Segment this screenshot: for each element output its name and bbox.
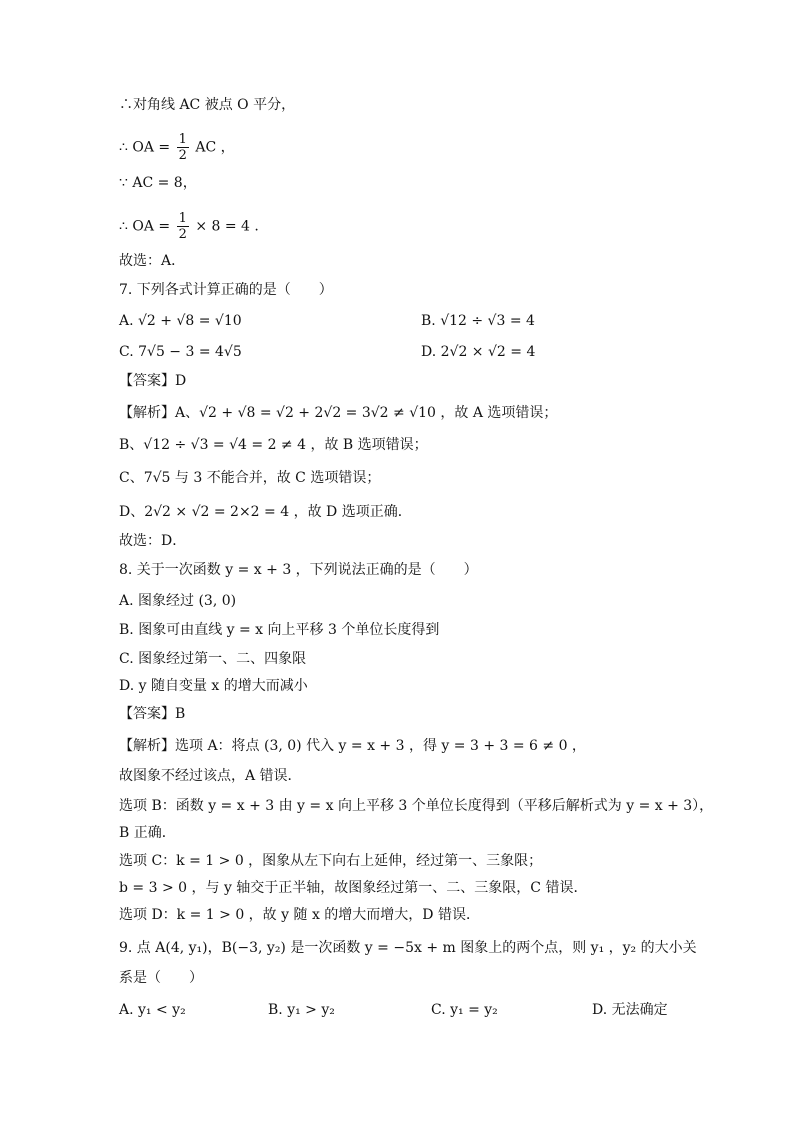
analysis-line: D、2√2 × √2 = 2×2 = 4 ，故 D 选项正确． bbox=[119, 504, 412, 520]
solution-line-fraction bbox=[119, 132, 754, 163]
solution-line: ∴对角线 AC 被点 O 平分， bbox=[119, 97, 296, 113]
analysis-line: 选项 C：k = 1 > 0 ，图象从左下向右上延伸，经过第一、三象限； bbox=[119, 853, 543, 869]
answer-line: 【答案】B bbox=[119, 706, 186, 722]
answer-line: 【答案】D bbox=[119, 373, 187, 389]
analysis-line: 【解析】选项 A：将点 (3, 0) 代入 y = x + 3 ，得 y = 3 + 3 = 6 ≠ 0 ， bbox=[119, 738, 586, 754]
question-stem-continued: 系是（ ） bbox=[119, 970, 203, 986]
option-c: C. 图象经过第一、二、四象限 bbox=[119, 651, 307, 667]
fraction bbox=[177, 211, 189, 242]
equation-suffix: AC ， bbox=[195, 139, 235, 156]
option-c: C. y₁ = y₂ bbox=[431, 1002, 498, 1018]
fraction-numerator: 1 bbox=[178, 132, 187, 147]
option-c: C. 7√5 − 3 = 4√5 bbox=[119, 344, 242, 360]
question-stem: 7. 下列各式计算正确的是（ ） bbox=[119, 282, 333, 298]
option-d: D. 无法确定 bbox=[592, 1002, 668, 1018]
fraction bbox=[177, 132, 189, 163]
question-stem: 9. 点 A(4, y₁)，B(−3, y₂) 是一次函数 y = −5x + m 图象上的两个点，则 y₁ ，y₂ 的大小关 bbox=[119, 940, 697, 956]
analysis-line: B 正确． bbox=[119, 825, 176, 841]
option-a: A. y₁ < y₂ bbox=[119, 1002, 186, 1018]
option-a: A. √2 + √8 = √10 bbox=[119, 313, 242, 329]
analysis-line: 选项 B：函数 y = x + 3 由 y = x 向上平移 3 个单位长度得到（平移后解析式为 y = x + 3）， bbox=[119, 798, 714, 814]
analysis-line: b = 3 > 0 ，与 y 轴交于正半轴，故图象经过第一、二、三象限，C 错误． bbox=[119, 880, 588, 896]
fraction-numerator: 1 bbox=[178, 211, 187, 226]
analysis-line: C、7√5 与 3 不能合并，故 C 选项错误； bbox=[119, 470, 381, 486]
analysis-line: 故选：D． bbox=[119, 533, 187, 549]
option-a: A. 图象经过 (3, 0) bbox=[119, 593, 237, 609]
option-d: D. y 随自变量 x 的增大而减小 bbox=[119, 678, 308, 694]
analysis-line: 【解析】A、√2 + √8 = √2 + 2√2 = 3√2 ≠ √10 ，故 A 选项错误； bbox=[119, 405, 558, 421]
fraction-denominator: 2 bbox=[178, 227, 187, 242]
solution-line-fraction bbox=[119, 211, 754, 242]
analysis-line: 选项 D：k = 1 > 0 ，故 y 随 x 的增大而增大，D 错误． bbox=[119, 907, 480, 923]
equation-suffix: × 8 = 4 . bbox=[195, 218, 259, 235]
option-b: B. 图象可由直线 y = x 向上平移 3 个单位长度得到 bbox=[119, 622, 440, 638]
solution-line: ∵ AC = 8， bbox=[119, 175, 197, 191]
analysis-line: 故图象不经过该点，A 错误． bbox=[119, 768, 302, 784]
equation-prefix: ∴ OA = bbox=[119, 139, 171, 156]
fraction-denominator: 2 bbox=[178, 148, 187, 163]
equation-prefix: ∴ OA = bbox=[119, 218, 171, 235]
option-d: D. 2√2 × √2 = 4 bbox=[421, 344, 536, 360]
option-b: B. √12 ÷ √3 = 4 bbox=[421, 313, 535, 329]
analysis-line: B、√12 ÷ √3 = √4 = 2 ≠ 4 ，故 B 选项错误； bbox=[119, 437, 428, 453]
solution-line: 故选：A． bbox=[119, 253, 186, 269]
option-b: B. y₁ > y₂ bbox=[268, 1002, 335, 1018]
question-stem: 8. 关于一次函数 y = x + 3 ，下列说法正确的是（ ） bbox=[119, 562, 478, 578]
